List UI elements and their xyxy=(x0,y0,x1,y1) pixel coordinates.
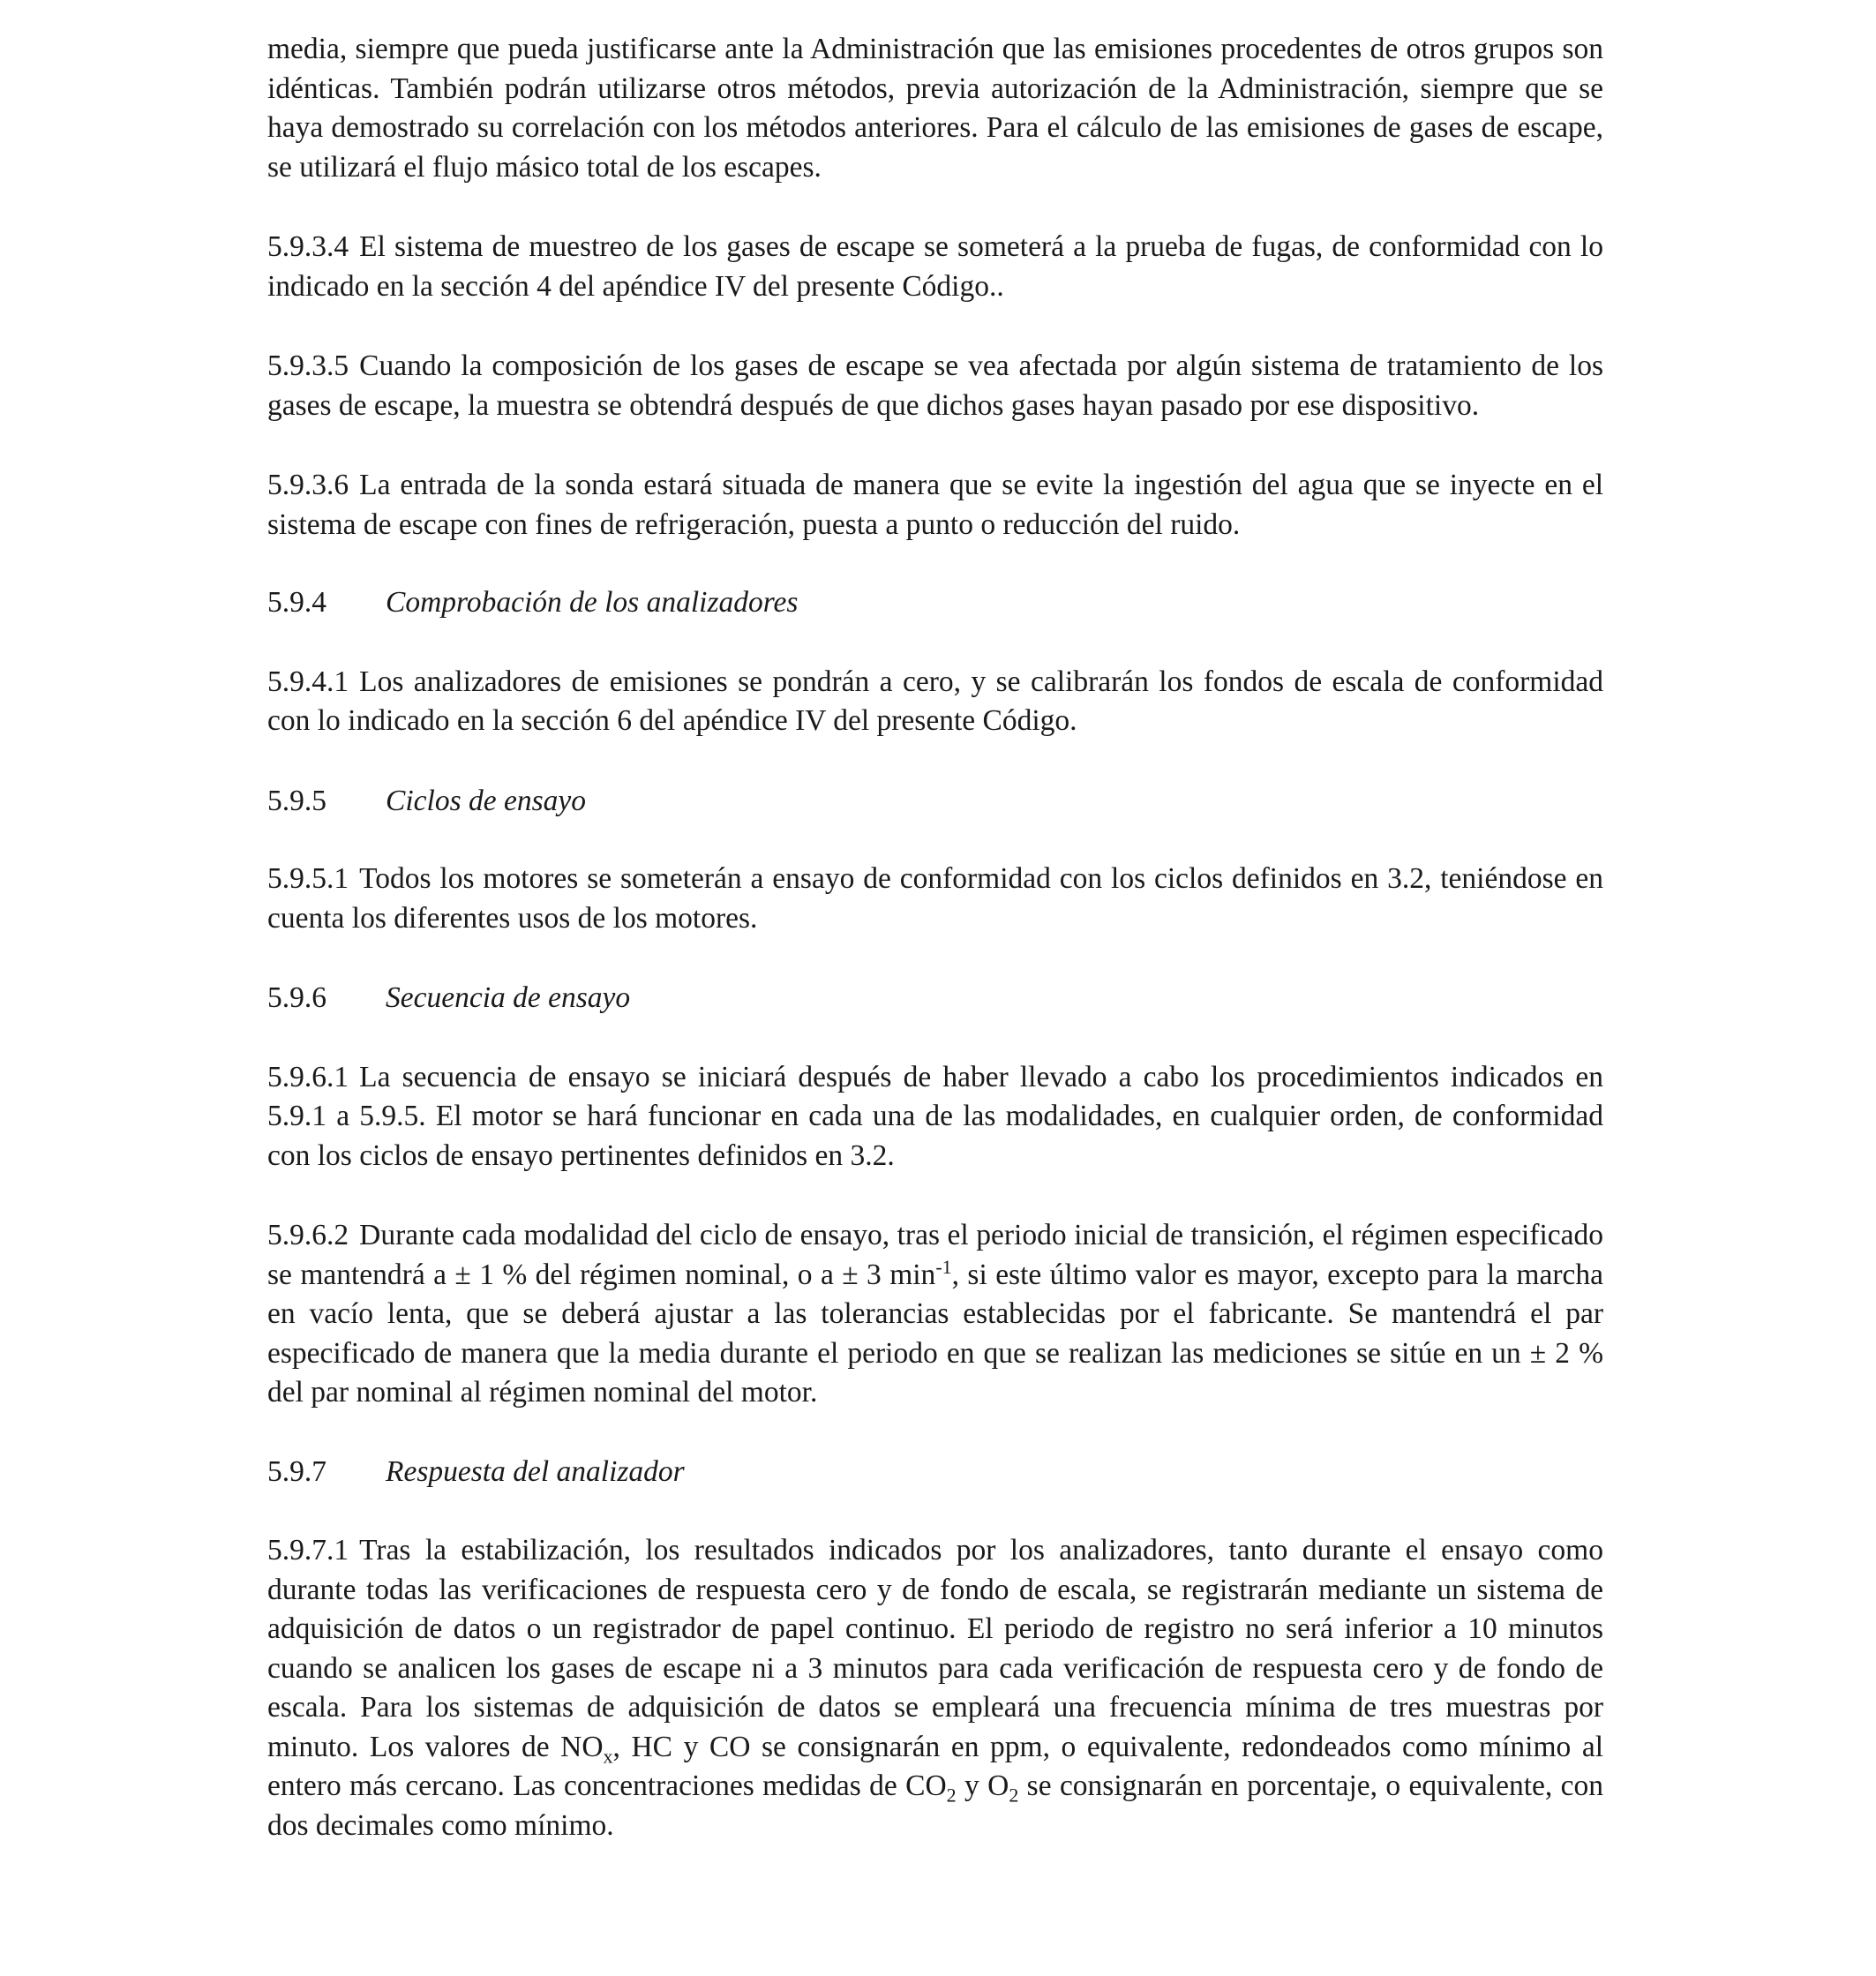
paragraph-text: se consignarán en porcentaje, o equivalente, con dos decimales como mínimo. xyxy=(267,1769,1603,1842)
heading-5-9-6 xyxy=(267,979,1603,1018)
paragraph-5-9-3-4 xyxy=(267,228,1603,306)
paragraph-text: La secuencia de ensayo se iniciará después de haber llevado a cabo los procedimientos indicados en 5.9.1 a 5.9.5. El motor se hará funcionar en cada una de las modalidades, en cualquier orden, de conformidad con los ciclos de ensayo pertinentes definidos en 3.2. xyxy=(267,1060,1603,1172)
section-number: 5.9.7 xyxy=(267,1454,326,1488)
heading-5-9-7 xyxy=(267,1453,1603,1492)
paragraph-text: Durante cada modalidad del ciclo de ensayo, tras el periodo inicial de transición, el régimen especificado se mantendrá a ± 1 % del régimen nominal, o a ± 3 min xyxy=(267,1219,1603,1291)
paragraph-text: , si este último valor es mayor, excepto para la marcha en vacío lenta, que se deberá ajustar a las tolerancias establecidas por el fabricante. Se mantendrá el par especificado de manera que la media durante el periodo en que se realizan las mediciones se sitúe en un ± 2 % del par nominal al régimen nominal del motor. xyxy=(267,1258,1603,1409)
subscript: x xyxy=(603,1745,613,1768)
section-number: 5.9.5 xyxy=(267,784,326,817)
subscript: 2 xyxy=(946,1784,957,1807)
document-page xyxy=(267,30,1603,1884)
section-number: 5.9.3.4 xyxy=(267,230,349,263)
paragraph-5-9-6-2 xyxy=(267,1216,1603,1413)
paragraph-5-9-5-1 xyxy=(267,860,1603,938)
section-number: 5.9.6.2 xyxy=(267,1219,349,1251)
subscript: 2 xyxy=(1009,1784,1019,1807)
paragraph-5-9-3-6 xyxy=(267,466,1603,545)
paragraph-text: Cuando la composición de los gases de escape se vea afectada por algún sistema de tratamiento de los gases de escape, la muestra se obtendrá después de que dichos gases hayan pasado por ese dispositivo. xyxy=(267,349,1603,422)
section-number: 5.9.5.1 xyxy=(267,862,349,895)
section-title: Secuencia de ensayo xyxy=(386,981,631,1014)
paragraph-text: Los analizadores de emisiones se pondrán a cero, y se calibrarán los fondos de escala de conformidad con lo indicado en la sección 6 del apéndice IV del presente Código. xyxy=(267,665,1603,737)
section-title: Comprobación de los analizadores xyxy=(386,586,799,619)
section-title: Respuesta del analizador xyxy=(386,1454,685,1488)
section-number: 5.9.4 xyxy=(267,586,326,619)
paragraph-text: Tras la estabilización, los resultados indicados por los analizadores, tanto durante el ensayo como durante todas las verificaciones de respuesta cero y de fondo de escala, se registrarán mediante un sistema de adquisición de datos o un registrador de papel continuo. El periodo de registro no será inferior a 10 minutos cuando se analicen los gases de escape ni a 3 minutos para cada verificación de respuesta cero y de fondo de escala. Para los sistemas de adquisición de datos se empleará una frecuencia mínima de tres muestras por minuto. Los valores de NO xyxy=(267,1534,1603,1763)
paragraph-5-9-7-1 xyxy=(267,1531,1603,1845)
section-number: 5.9.6.1 xyxy=(267,1060,349,1093)
paragraph-text: Todos los motores se someterán a ensayo de conformidad con los ciclos definidos en 3.2, teniéndose en cuenta los diferentes usos de los motores. xyxy=(267,862,1603,935)
paragraph-text: , HC y CO se consignarán en ppm, o equivalente, redondeados como mínimo al entero más cercano. Las concentraciones medidas de CO xyxy=(267,1730,1604,1802)
paragraph-text: El sistema de muestreo de los gases de escape se someterá a la prueba de fugas, de conformidad con lo indicado en la sección 4 del apéndice IV del presente Código.. xyxy=(267,230,1603,303)
section-number: 5.9.3.6 xyxy=(267,469,349,501)
section-number: 5.9.4.1 xyxy=(267,665,349,698)
heading-5-9-5 xyxy=(267,782,1603,822)
section-number: 5.9.6 xyxy=(267,981,326,1014)
paragraph-5-9-6-1 xyxy=(267,1058,1603,1176)
paragraph-5-9-4-1 xyxy=(267,663,1603,741)
paragraph-text: La entrada de la sonda estará situada de manera que se evite la ingestión del agua que se inyecte en el sistema de escape con fines de refrigeración, puesta a punto o reducción del ruido. xyxy=(267,469,1603,541)
section-number: 5.9.3.5 xyxy=(267,349,349,382)
paragraph-intro xyxy=(267,30,1603,187)
paragraph-5-9-3-5 xyxy=(267,347,1603,425)
section-title: Ciclos de ensayo xyxy=(386,784,587,817)
paragraph-text: y O xyxy=(956,1769,1009,1802)
heading-5-9-4 xyxy=(267,583,1603,623)
superscript: -1 xyxy=(935,1255,952,1278)
section-number: 5.9.7.1 xyxy=(267,1534,349,1567)
paragraph-text: media, siempre que pueda justificarse ante la Administración que las emisiones procedentes de otros grupos son idénticas. También podrán utilizarse otros métodos, previa autorización de la Administración, siempre que se haya demostrado su correlación con los métodos anteriores. Para el cálculo de las emisiones de gases de escape, se utilizará el flujo másico total de los escapes. xyxy=(267,33,1603,184)
